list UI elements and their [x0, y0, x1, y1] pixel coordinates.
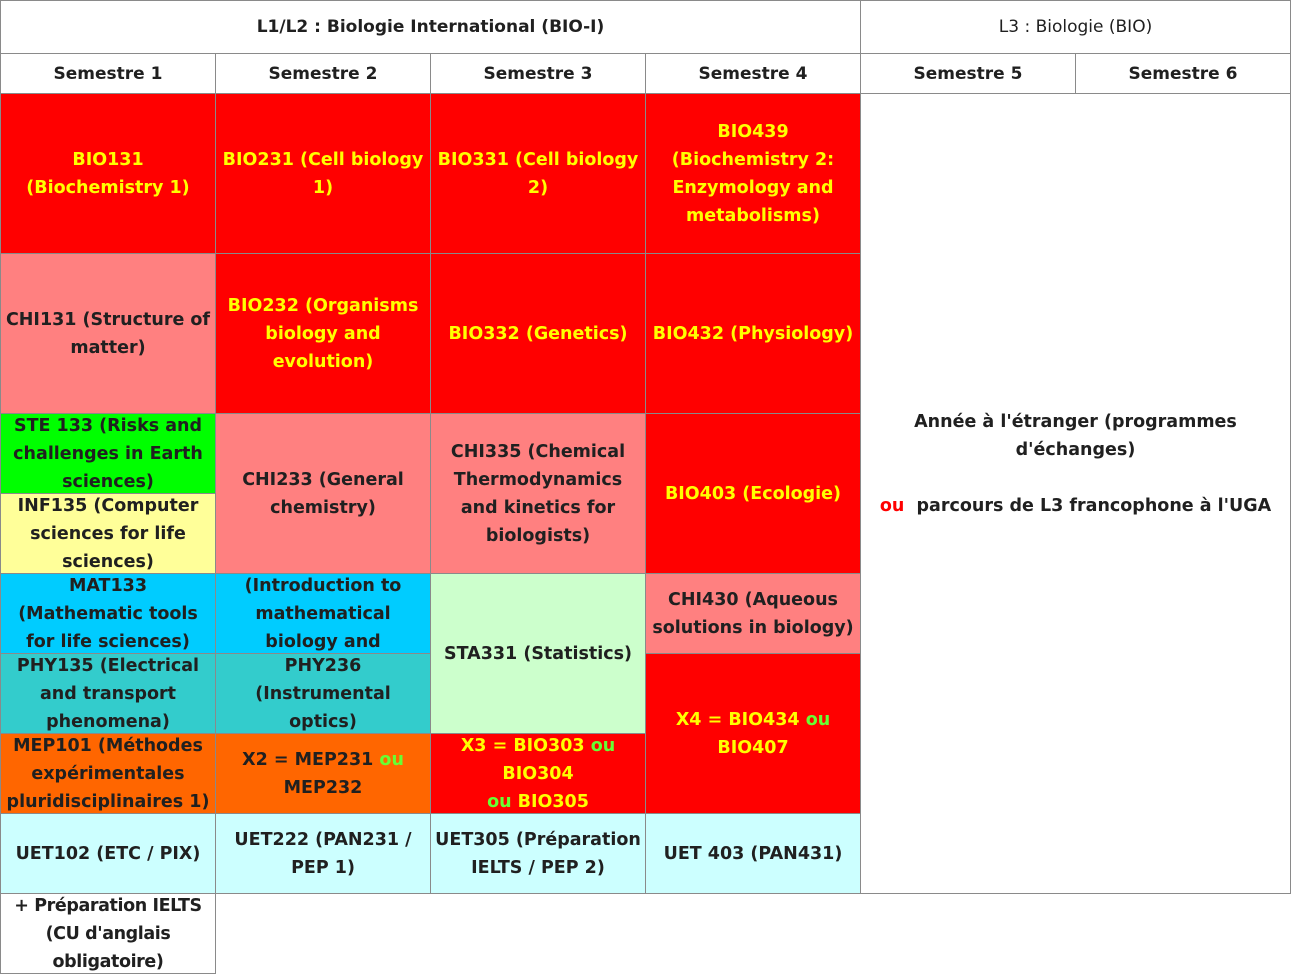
l3-header	[861, 0, 1291, 54]
l3-ou: ou	[879, 495, 905, 516]
x3-ou-1: ou	[590, 735, 616, 756]
l3-line-2: parcours de L3 francophone à l'UGA	[916, 495, 1272, 516]
ielts-preparation-note: + Préparation IELTS (CU d'anglais obligatoire)	[0, 894, 216, 974]
course-bio439: BIO439 (Biochemistry 2: Enzymology and metabolisms)	[646, 94, 861, 254]
semester-4-header: Semestre 4	[646, 54, 861, 94]
x3-ou-2: ou	[487, 791, 512, 812]
course-bio332: BIO332 (Genetics)	[431, 254, 646, 414]
course-uet222: UET222 (PAN231 / PEP 1)	[216, 814, 431, 894]
semester-5-header: Semestre 5	[861, 54, 1076, 94]
course-uet102: UET102 (ETC / PIX)	[0, 814, 216, 894]
x3-prefix: X3 = BIO303	[460, 735, 585, 756]
course-chi430: CHI430 (Aqueous solutions in biology)	[646, 574, 861, 654]
course-bio131: BIO131 (Biochemistry 1)	[0, 94, 216, 254]
x2-suffix: MEP232	[283, 777, 363, 798]
course-x3-option	[431, 734, 646, 814]
course-bio432: BIO432 (Physiology)	[646, 254, 861, 414]
course-bio331: BIO331 (Cell biology 2)	[431, 94, 646, 254]
l1l2-header	[0, 0, 861, 54]
course-bio231: BIO231 (Cell biology 1)	[216, 94, 431, 254]
course-bio403: BIO403 (Ecologie)	[646, 414, 861, 574]
course-bio232: BIO232 (Organisms biology and evolution)	[216, 254, 431, 414]
semester-1-header: Semestre 1	[0, 54, 216, 94]
course-ste133: STE 133 (Risks and challenges in Earth sciences)	[0, 414, 216, 494]
course-phy135: PHY135 (Electrical and transport phenomena)	[0, 654, 216, 734]
course-mep101: MEP101 (Méthodes expérimentales pluridisciplinaires 1)	[0, 734, 216, 814]
course-uet403: UET 403 (PAN431)	[646, 814, 861, 894]
course-x2-option	[216, 734, 431, 814]
semester-2-header: Semestre 2	[216, 54, 431, 94]
course-x4-option	[646, 654, 861, 814]
x4-prefix: X4 = BIO434	[675, 709, 800, 730]
x3-suffix: BIO305	[517, 791, 589, 812]
course-chi233: CHI233 (General chemistry)	[216, 414, 431, 574]
semester-6-header: Semestre 6	[1076, 54, 1291, 94]
l3-title: L3 : Biologie (BIO)	[998, 17, 1153, 37]
l3-line-2-wrapper	[880, 492, 1271, 520]
l3-line-1: Année à l'étranger (programmes d'échanges)	[914, 411, 1237, 460]
x4-suffix: BIO407	[717, 737, 789, 758]
l3-study-abroad-block	[861, 94, 1291, 894]
course-phy236: PHY236 (Instrumental optics)	[216, 654, 431, 734]
course-chi131: CHI131 (Structure of matter)	[0, 254, 216, 414]
semester-3-header: Semestre 3	[431, 54, 646, 94]
course-mat133: MAT133 (Mathematic tools for life sciences)	[0, 574, 216, 654]
l1l2-title: L1/L2 : Biologie International (BIO-I)	[256, 17, 605, 37]
course-sta331: STA331 (Statistics)	[431, 574, 646, 734]
course-inf135: INF135 (Computer sciences for life sciences)	[0, 494, 216, 574]
x2-ou: ou	[379, 749, 404, 770]
x2-prefix: X2 = MEP231	[242, 749, 374, 770]
course-chi335: CHI335 (Chemical Thermodynamics and kinetics for biologists)	[431, 414, 646, 574]
course-uet305: UET305 (Préparation IELTS / PEP 2)	[431, 814, 646, 894]
course-mat236: (Introduction to mathematical biology and	[216, 574, 431, 654]
x4-ou: ou	[805, 709, 831, 730]
x3-mid: BIO304	[502, 763, 574, 784]
